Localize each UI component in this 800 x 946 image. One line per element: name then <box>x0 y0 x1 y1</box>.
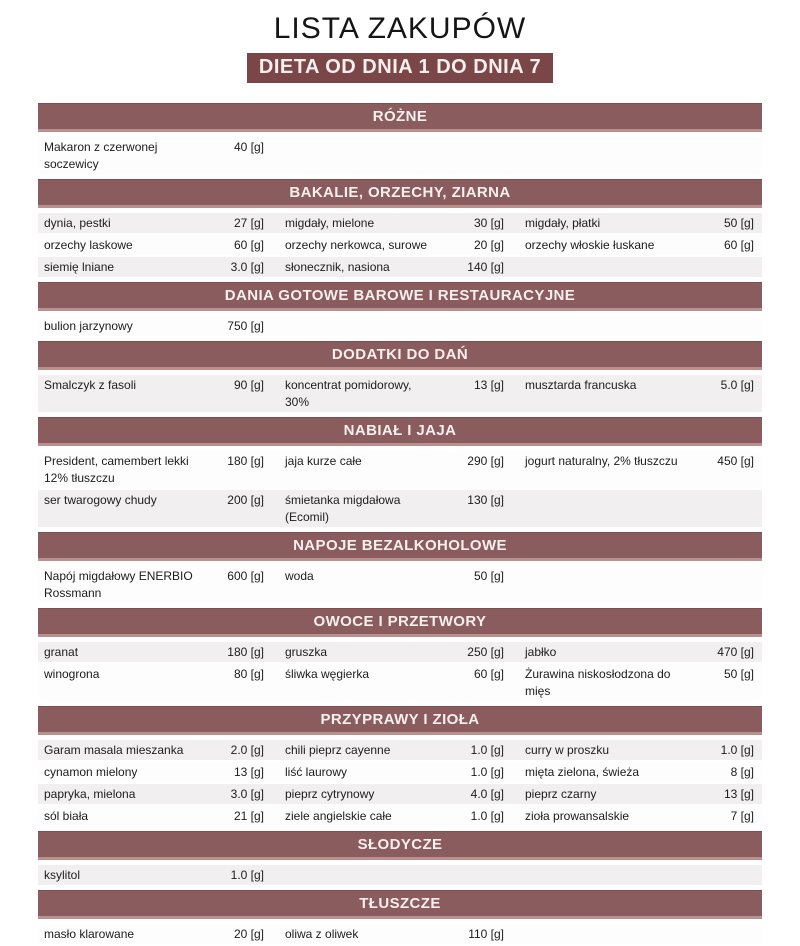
item-quantity: 180 [g] <box>227 645 264 659</box>
item-name: pieprz cytrynowy <box>285 787 375 801</box>
section-header-bar <box>38 282 762 311</box>
item-name <box>512 492 682 526</box>
item-quantity <box>682 568 762 602</box>
item-row <box>38 865 762 887</box>
item-quantity: 50 [g] <box>723 667 754 681</box>
item-row <box>38 257 762 279</box>
item-row <box>38 642 762 664</box>
item-quantity <box>682 318 762 335</box>
section-items <box>38 642 762 703</box>
item-name <box>272 867 440 884</box>
section-title: TŁUSZCZE <box>359 895 441 912</box>
item-name: Żurawina niskosłodzona do mięs <box>525 667 671 698</box>
item-quantity: 13 [g] <box>233 765 264 779</box>
item-quantity: 60 [g] <box>233 238 264 252</box>
item-quantity <box>440 867 512 884</box>
item-name <box>512 318 682 335</box>
item-name: zioła prowansalskie <box>525 809 630 823</box>
sections-container <box>38 103 762 946</box>
item-name: orzechy laskowe <box>44 238 133 252</box>
section-title: SŁODYCZE <box>357 836 443 853</box>
item-name: winogrona <box>44 667 100 681</box>
section-title: OWOCE I PRZETWORY <box>313 613 487 630</box>
item-quantity: 450 [g] <box>717 454 754 468</box>
page-title: LISTA ZAKUPÓW <box>273 12 527 45</box>
item-name: jabłko <box>525 645 557 659</box>
item-name: ksylitol <box>44 868 81 882</box>
item-quantity: 1.0 [g] <box>230 868 264 882</box>
section <box>38 417 762 529</box>
item-quantity: 130 [g] <box>467 493 504 507</box>
item-name: President, camembert lekki 12% tłuszczu <box>44 454 189 485</box>
section <box>38 341 762 414</box>
section <box>38 706 762 828</box>
item-quantity <box>682 867 762 884</box>
item-quantity: 30 [g] <box>473 216 504 230</box>
item-quantity: 20 [g] <box>233 927 264 941</box>
section-title: DANIA GOTOWE BAROWE I RESTAURACYJNE <box>224 287 576 304</box>
item-row <box>38 451 762 490</box>
item-name: śliwka węgierka <box>285 667 370 681</box>
section <box>38 831 762 887</box>
section <box>38 890 762 946</box>
item-name: migdały, płatki <box>525 216 601 230</box>
item-name: woda <box>285 569 314 583</box>
item-name: jogurt naturalny, 2% tłuszczu <box>525 454 678 468</box>
item-name: ziele angielskie całe <box>285 809 392 823</box>
item-name: chili pieprz cayenne <box>285 743 391 757</box>
item-row <box>38 762 762 784</box>
item-row <box>38 316 762 338</box>
item-quantity: 13 [g] <box>723 787 754 801</box>
item-row <box>38 806 762 828</box>
item-name: pieprz czarny <box>525 787 597 801</box>
item-row <box>38 490 762 529</box>
diet-range-banner: DIETA OD DNIA 1 DO DNIA 7 <box>247 53 553 83</box>
item-row <box>38 924 762 946</box>
section <box>38 179 762 279</box>
item-quantity: 8 [g] <box>730 765 754 779</box>
item-quantity: 5.0 [g] <box>720 378 754 392</box>
subtitle-row <box>0 53 800 83</box>
item-name <box>512 568 682 602</box>
item-name: słonecznik, nasiona <box>285 260 390 274</box>
item-quantity: 290 [g] <box>467 454 504 468</box>
item-name: masło klarowane <box>44 927 135 941</box>
item-name: dynia, pestki <box>44 216 111 230</box>
section <box>38 532 762 605</box>
item-name: liść laurowy <box>285 765 348 779</box>
item-name <box>512 139 682 173</box>
item-quantity: 600 [g] <box>227 569 264 583</box>
section-items <box>38 137 762 176</box>
section <box>38 608 762 703</box>
item-name: musztarda francuska <box>525 378 637 392</box>
section-title: BAKALIE, ORZECHY, ZIARNA <box>289 184 511 201</box>
item-quantity: 140 [g] <box>467 260 504 274</box>
item-quantity: 110 [g] <box>468 927 504 941</box>
item-quantity: 60 [g] <box>473 667 504 681</box>
item-quantity <box>682 926 762 943</box>
section-title: RÓŻNE <box>372 108 428 125</box>
section-header-bar <box>38 706 762 735</box>
item-name: siemię lniane <box>44 260 115 274</box>
item-name: migdały, mielone <box>285 216 375 230</box>
section-items <box>38 924 762 946</box>
item-quantity <box>440 318 512 335</box>
section-header-bar <box>38 103 762 132</box>
section-header-bar <box>38 341 762 370</box>
section-items <box>38 451 762 529</box>
item-name: Garam masala mieszanka <box>44 743 184 757</box>
item-name: bulion jarzynowy <box>44 319 133 333</box>
item-quantity: 50 [g] <box>473 569 504 583</box>
item-name: Napój migdałowy ENERBIO Rossmann <box>44 569 193 600</box>
item-name: śmietanka migdałowa (Ecomil) <box>285 493 401 524</box>
item-name: sól biała <box>44 809 89 823</box>
item-quantity: 1.0 [g] <box>470 743 504 757</box>
item-name: curry w proszku <box>525 743 610 757</box>
section-items <box>38 316 762 338</box>
section-items <box>38 740 762 828</box>
item-name <box>272 139 440 173</box>
section-items <box>38 865 762 887</box>
item-quantity: 180 [g] <box>227 454 264 468</box>
item-quantity: 200 [g] <box>227 493 264 507</box>
section-header-bar <box>38 608 762 637</box>
item-name: jaja kurze całe <box>285 454 362 468</box>
section-header-bar <box>38 890 762 919</box>
section-title: DODATKI DO DAŃ <box>331 346 469 363</box>
item-quantity: 2.0 [g] <box>230 743 264 757</box>
item-quantity: 60 [g] <box>723 238 754 252</box>
item-row <box>38 213 762 235</box>
item-quantity: 7 [g] <box>730 809 754 823</box>
item-quantity <box>682 139 762 173</box>
item-quantity: 1.0 [g] <box>470 809 504 823</box>
item-row <box>38 137 762 176</box>
item-quantity: 40 [g] <box>233 140 264 154</box>
item-quantity: 50 [g] <box>723 216 754 230</box>
item-quantity: 250 [g] <box>467 645 504 659</box>
item-name: orzechy nerkowca, surowe <box>285 238 428 252</box>
item-quantity: 1.0 [g] <box>470 765 504 779</box>
item-name <box>512 926 682 943</box>
item-name <box>512 867 682 884</box>
item-name: Smalczyk z fasoli <box>44 378 137 392</box>
item-quantity: 750 [g] <box>227 319 264 333</box>
item-name: Makaron z czerwonej soczewicy <box>44 140 158 171</box>
item-quantity: 1.0 [g] <box>720 743 754 757</box>
item-quantity <box>682 259 762 276</box>
item-quantity <box>682 492 762 526</box>
item-row <box>38 235 762 257</box>
section-items <box>38 566 762 605</box>
item-name: ser twarogowy chudy <box>44 493 157 507</box>
item-name <box>512 259 682 276</box>
item-quantity: 80 [g] <box>233 667 264 681</box>
item-quantity: 4.0 [g] <box>470 787 504 801</box>
section-header-bar <box>38 179 762 208</box>
item-row <box>38 784 762 806</box>
item-name: koncentrat pomidorowy, 30% <box>285 378 412 409</box>
item-name: cynamon mielony <box>44 765 138 779</box>
section-title: NAPOJE BEZALKOHOLOWE <box>293 537 507 554</box>
section-items <box>38 375 762 414</box>
item-row <box>38 664 762 703</box>
section-items <box>38 213 762 279</box>
section-title: NABIAŁ I JAJA <box>343 422 457 439</box>
item-row <box>38 375 762 414</box>
item-quantity <box>440 139 512 173</box>
item-name: orzechy włoskie łuskane <box>525 238 655 252</box>
item-quantity: 21 [g] <box>233 809 264 823</box>
section-header-bar <box>38 831 762 860</box>
item-quantity: 3.0 [g] <box>230 787 264 801</box>
item-row <box>38 740 762 762</box>
item-name: oliwa z oliwek <box>285 927 359 941</box>
item-quantity: 3.0 [g] <box>230 260 264 274</box>
section-header-bar <box>38 417 762 446</box>
item-quantity: 470 [g] <box>717 645 754 659</box>
item-quantity: 27 [g] <box>233 216 264 230</box>
section-title: PRZYPRAWY I ZIOŁA <box>320 711 480 728</box>
item-name: gruszka <box>285 645 328 659</box>
item-row <box>38 566 762 605</box>
item-quantity: 20 [g] <box>473 238 504 252</box>
section-header-bar <box>38 532 762 561</box>
item-name <box>272 318 440 335</box>
item-name: mięta zielona, świeża <box>525 765 640 779</box>
item-name: granat <box>44 645 79 659</box>
section <box>38 103 762 176</box>
item-quantity: 13 [g] <box>473 378 504 392</box>
section <box>38 282 762 338</box>
item-name: papryka, mielona <box>44 787 136 801</box>
item-quantity: 90 [g] <box>233 378 264 392</box>
